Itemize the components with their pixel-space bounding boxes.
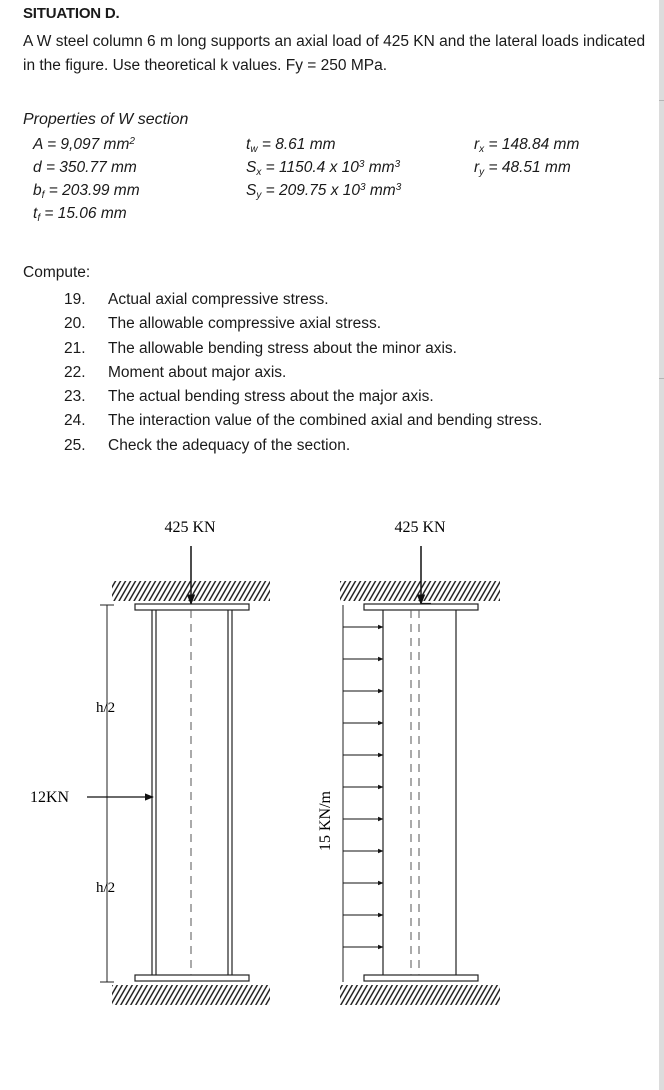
right-web-lines (411, 610, 419, 975)
right-top-support-hatch (340, 581, 500, 601)
left-column-lines (152, 610, 232, 975)
left-axial-load-label: 425 KN (164, 519, 216, 536)
prop-flange-width: $b_f = 203.99$ mm (33, 182, 140, 201)
right-bottom-support-hatch (340, 985, 500, 1005)
prop-section-modulus-x: $S_x = 1150.4$ x $10^3$ $mm^3$ (246, 159, 401, 178)
question-item: 23. The actual bending stress about the major axis. (64, 388, 434, 406)
question-item: 20. The allowable compressive axial stress. (64, 315, 382, 333)
prop-flange-thickness: $t_f = 15.06$ mm (33, 205, 127, 224)
prop-section-modulus-y: $S_y = 209.75$ x $10^3$ $mm^3$ (246, 182, 402, 201)
compute-heading: Compute: (23, 264, 91, 281)
upper-half-label: h/2 (96, 700, 116, 716)
right-top-plate (364, 604, 478, 610)
prop-radius-gyration-x: $r_x = 148.84$ mm (474, 136, 580, 155)
lower-half-label: h/2 (96, 880, 116, 896)
question-item: 19. Actual axial compressive stress. (64, 291, 329, 308)
question-item: 21. The allowable bending stress about the minor axis. (64, 339, 457, 357)
question-item: 25. Check the adequacy of the section. (64, 436, 351, 454)
left-top-plate (135, 604, 249, 610)
right-axial-load-label: 425 KN (394, 519, 446, 536)
prop-depth: d = 350.77 mm (33, 159, 137, 176)
distributed-load-arrows (343, 627, 383, 947)
right-bottom-plate (364, 975, 478, 981)
prop-web-thickness: $t_w = 8.61$ mm (246, 136, 336, 155)
left-column (30, 519, 270, 1005)
point-load-label: 12KN (30, 789, 70, 806)
prop-radius-gyration-y: $r_y = 48.51$ mm (474, 159, 571, 178)
question-item: 22. Moment about major axis. (64, 363, 287, 381)
question-item: 24. The interaction value of the combined axial and bending stress. (64, 412, 543, 430)
left-bottom-support-hatch (112, 985, 270, 1005)
right-column (317, 519, 500, 1005)
distributed-load-label: 15 KN/m (317, 791, 334, 851)
situation-title: SITUATION D. (23, 5, 120, 22)
left-dimension-line (100, 605, 114, 982)
left-bottom-plate (135, 975, 249, 981)
properties-heading: Properties of W section (23, 111, 189, 128)
prop-area: A = 9,097 $mm^2$ (33, 136, 135, 153)
problem-statement: A W steel column 6 m long supports an axial load of 425 KN and the lateral loads indicated in the figure. Use theoretical k values. Fy = 250 MPa. (23, 33, 646, 74)
